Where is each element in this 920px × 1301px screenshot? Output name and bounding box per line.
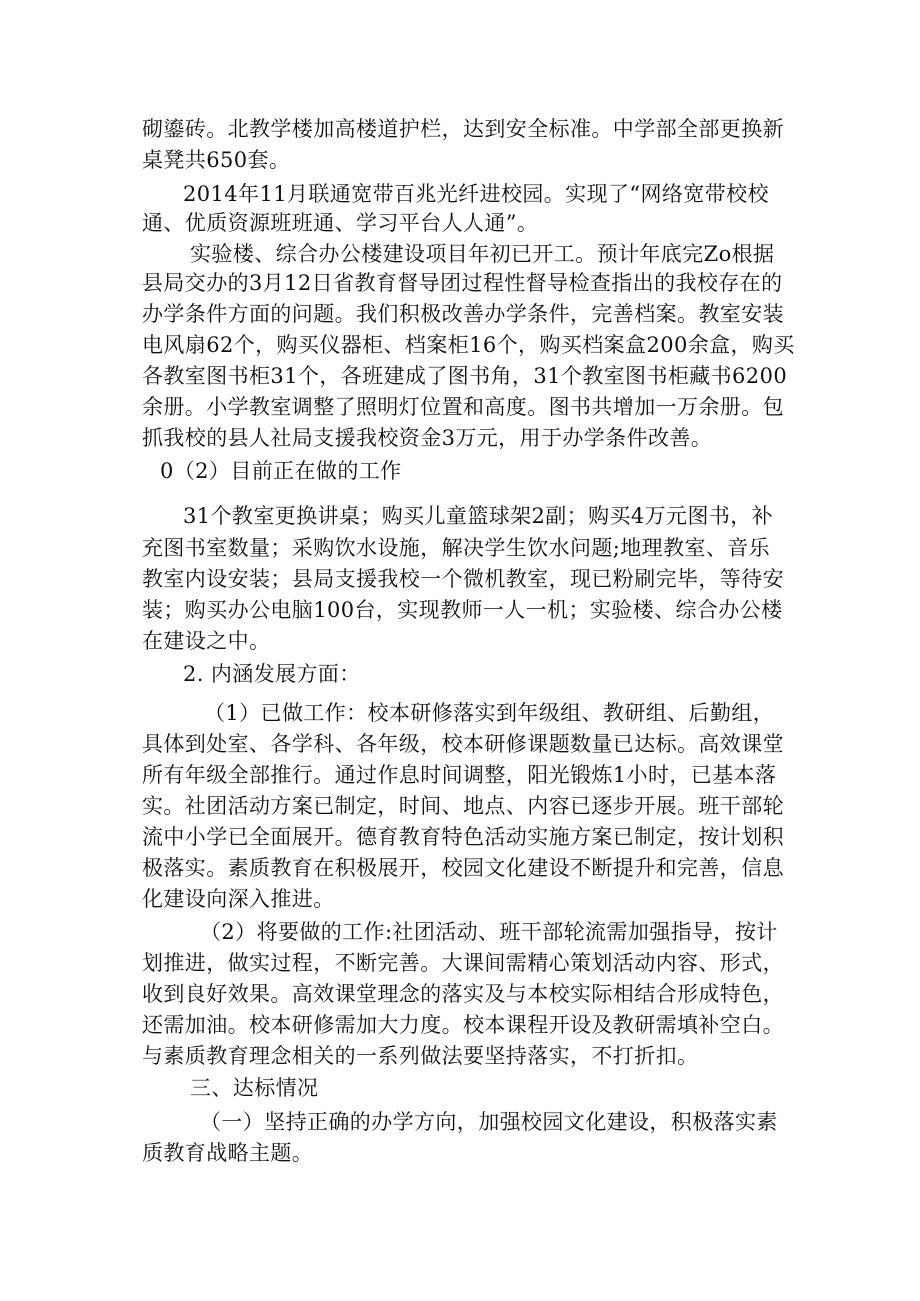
paragraph-line: （1）已做工作：校本研修落实到年级组、教研组、后勤组， xyxy=(204,701,775,725)
paragraph-line: 县局交办的3月12日省教育督导团过程性督导检查指出的我校存在的 xyxy=(142,271,783,295)
section-heading: 2. 内涵发展方面： xyxy=(183,662,361,686)
paragraph-line: 各教室图书柜31个，各班建成了图书角，31个教室图书柜藏书6200 xyxy=(142,364,788,388)
paragraph-line: 极落实。素质教育在积极展开，校园文化建设不断提升和完善，信息 xyxy=(142,856,784,880)
paragraph-line: 装；购买办公电脑100台，实现教师一人一机；实验楼、综合办公楼 xyxy=(142,598,783,622)
paragraph-line: 在建设之中。 xyxy=(142,629,271,653)
paragraph-line: 抓我校的县人社局支援我校资金3万元，用于办学条件改善。 xyxy=(142,426,713,450)
paragraph-line: 具体到处室、各学科、各年级，校本研修课题数量已达标。高效课堂 xyxy=(142,732,784,756)
paragraph-line: 余册。小学教室调整了照明灯位置和高度。图书共增加一万余册。包 xyxy=(142,395,784,419)
paragraph-line: 收到良好效果。高效课堂理念的落实及与本校实际相结合形成特色， xyxy=(142,982,784,1006)
paragraph-line: 划推进，做实过程，不断完善。大课间需精心策划活动内容、形式， xyxy=(142,951,784,975)
paragraph-line: 充图书室数量；采购饮水设施，解决学生饮水问题;地理教室、音乐 xyxy=(142,536,771,560)
paragraph-line: 与素质教育理念相关的一系列做法要坚持落实，不打折扣。 xyxy=(142,1044,699,1068)
paragraph-line: 2014年11月联通宽带百兆光纤进校园。实现了“网络宽带校校 xyxy=(183,182,769,206)
paragraph-line: 通、优质资源班班通、学习平台人人通”。 xyxy=(142,211,539,235)
paragraph-line: 办学条件方面的问题。我们积极改善办学条件，完善档案。教室安装 xyxy=(142,302,784,326)
paragraph-line: 化建设向深入推进。 xyxy=(142,887,335,911)
paragraph-line: 砌鎏砖。北教学楼加高楼道护栏，达到安全标准。中学部全部更换新 xyxy=(142,117,784,141)
section-heading: 0（2）目前正在做的工作 xyxy=(160,459,402,483)
paragraph-line: （2）将要做的工作:社团活动、班干部轮流需加强指导，按计 xyxy=(200,920,778,944)
paragraph-line: 桌凳共650套。 xyxy=(142,148,291,172)
paragraph-line: 还需加油。校本研修需加大力度。校本课程开设及教研需填补空白。 xyxy=(142,1013,784,1037)
paragraph-line: 教室内设安装；县局支援我校一个微机教室，现已粉刷完毕，等待安 xyxy=(142,567,784,591)
section-heading: 三、达标情况 xyxy=(190,1076,319,1100)
paragraph-line: 电风扇62个，购买仪器柜、档案柜16个，购买档案盒200余盒，购买 xyxy=(142,333,795,357)
paragraph-line: （一）坚持正确的办学方向，加强校园文化建设，积极落实素 xyxy=(200,1110,778,1134)
paragraph-line: 31个教室更换讲桌；购买儿童篮球架2副；购买4万元图书，补 xyxy=(183,504,774,528)
paragraph-line: 实验楼、综合办公楼建设项目年初已开工。预计年底完Zo根据 xyxy=(190,242,775,266)
paragraph-line: 所有年级全部推行。通过作息时间调整，阳光锻炼1小时，已基本落 xyxy=(142,763,777,787)
paragraph-line: 流中小学已全面展开。德育教育特色活动实施方案已制定，按计划积 xyxy=(142,825,784,849)
paragraph-line: 实。社团活动方案已制定，时间、地点、内容已逐步开展。班干部轮 xyxy=(142,794,784,818)
paragraph-line: 质教育战略主题。 xyxy=(142,1141,314,1165)
